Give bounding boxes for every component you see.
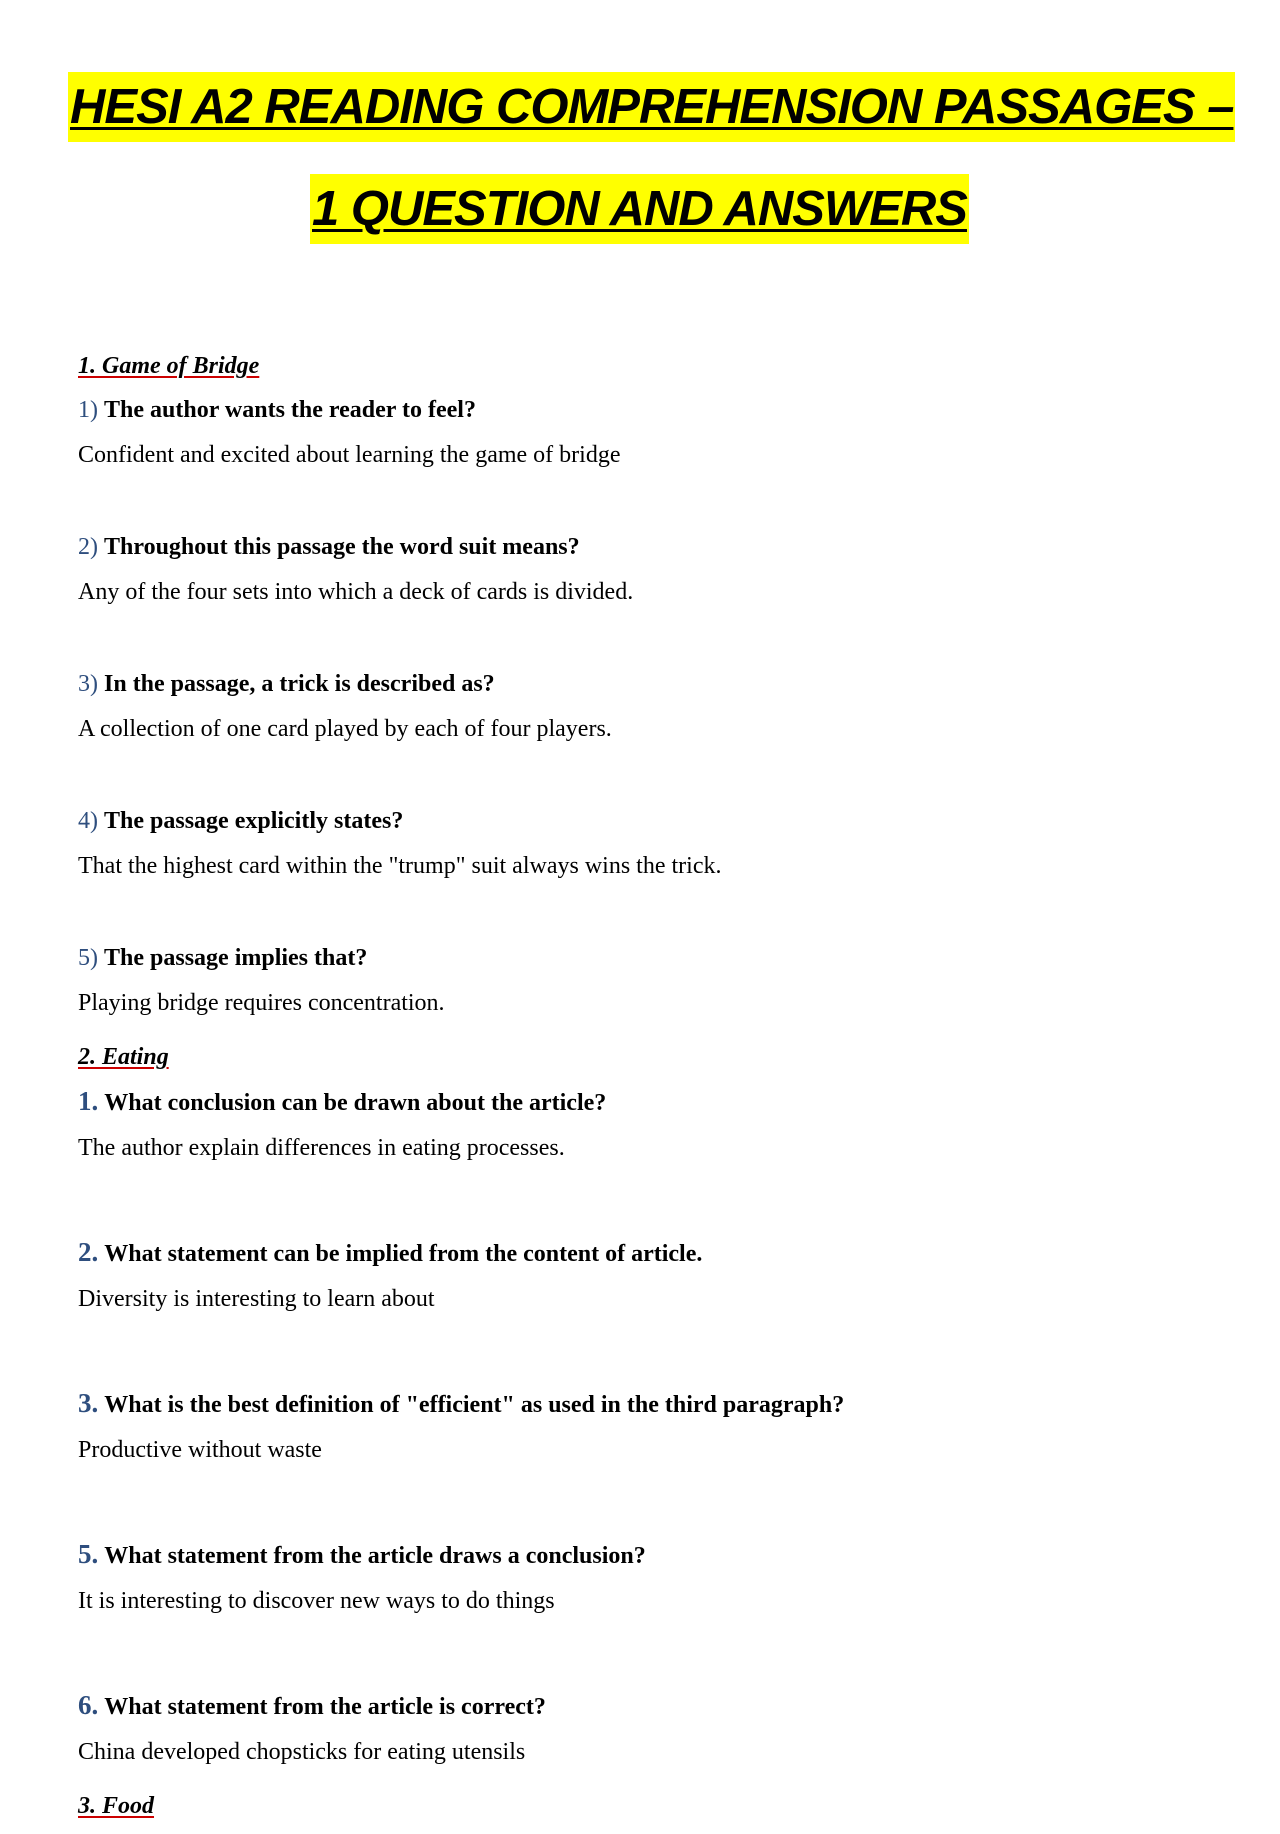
qa-item bbox=[78, 394, 1208, 471]
section-heading-food: 3. Food bbox=[78, 1793, 155, 1819]
qa-item bbox=[78, 942, 1208, 1019]
answer: China developed chopsticks for eating utensils bbox=[78, 1739, 526, 1765]
title-line-2: 1 QUESTION AND ANSWERS bbox=[310, 174, 969, 244]
answer: That the highest card within the "trump" suit always wins the trick. bbox=[78, 853, 722, 879]
answer: Any of the four sets into which a deck of cards is divided. bbox=[78, 579, 634, 605]
question bbox=[78, 942, 1208, 974]
title-line-1: HESI A2 READING COMPREHENSION PASSAGES – bbox=[68, 72, 1235, 142]
question bbox=[78, 805, 1208, 837]
qa-item bbox=[78, 531, 1208, 608]
document-body bbox=[78, 350, 1208, 1834]
question bbox=[78, 1538, 1208, 1572]
answer: A collection of one card played by each of four players. bbox=[78, 716, 612, 742]
question-text: The passage implies that? bbox=[104, 945, 368, 971]
answer: Confident and excited about learning the game of bridge bbox=[78, 442, 621, 468]
question bbox=[78, 1085, 1208, 1119]
question-number: 5) bbox=[78, 945, 98, 971]
question-text: What statement from the article draws a conclusion? bbox=[104, 1543, 646, 1569]
section-heading-eating: 2. Eating bbox=[78, 1044, 169, 1070]
question-text: In the passage, a trick is described as? bbox=[104, 671, 495, 697]
answer: The author explain differences in eating processes. bbox=[78, 1135, 565, 1161]
qa-item bbox=[78, 1689, 1208, 1768]
question-text: The author wants the reader to feel? bbox=[104, 397, 476, 423]
qa-item bbox=[78, 668, 1208, 745]
question bbox=[78, 1387, 1208, 1421]
question-text: What conclusion can be drawn about the article? bbox=[104, 1090, 607, 1116]
section-heading-game-of-bridge: 1. Game of Bridge bbox=[78, 353, 260, 379]
question bbox=[78, 531, 1208, 563]
qa-item bbox=[78, 1236, 1208, 1315]
answer: It is interesting to discover new ways to do things bbox=[78, 1588, 555, 1614]
question-number: 6. bbox=[78, 1690, 99, 1720]
question-text: What statement can be implied from the content of article. bbox=[104, 1241, 703, 1267]
question bbox=[78, 1236, 1208, 1270]
answer: Productive without waste bbox=[78, 1437, 322, 1463]
question bbox=[78, 394, 1208, 426]
question-text: The passage explicitly states? bbox=[104, 808, 404, 834]
question-number: 3. bbox=[78, 1388, 99, 1418]
question-text: Throughout this passage the word suit means? bbox=[104, 534, 580, 560]
question-number: 2. bbox=[78, 1237, 99, 1267]
question bbox=[78, 1689, 1208, 1723]
question-number: 3) bbox=[78, 671, 98, 697]
qa-item bbox=[78, 1387, 1208, 1466]
answer: Playing bridge requires concentration. bbox=[78, 990, 445, 1016]
qa-item bbox=[78, 805, 1208, 882]
question-number: 2) bbox=[78, 534, 98, 560]
question-number: 1) bbox=[78, 397, 98, 423]
question-number: 4) bbox=[78, 808, 98, 834]
qa-item bbox=[78, 1085, 1208, 1164]
question-text: What statement from the article is correct? bbox=[104, 1694, 546, 1720]
question bbox=[78, 668, 1208, 700]
qa-item bbox=[78, 1538, 1208, 1617]
answer: Diversity is interesting to learn about bbox=[78, 1286, 435, 1312]
question-text: What is the best definition of "efficient" as used in the third paragraph? bbox=[104, 1392, 845, 1418]
question-number: 1. bbox=[78, 1086, 99, 1116]
question-number: 5. bbox=[78, 1539, 99, 1569]
